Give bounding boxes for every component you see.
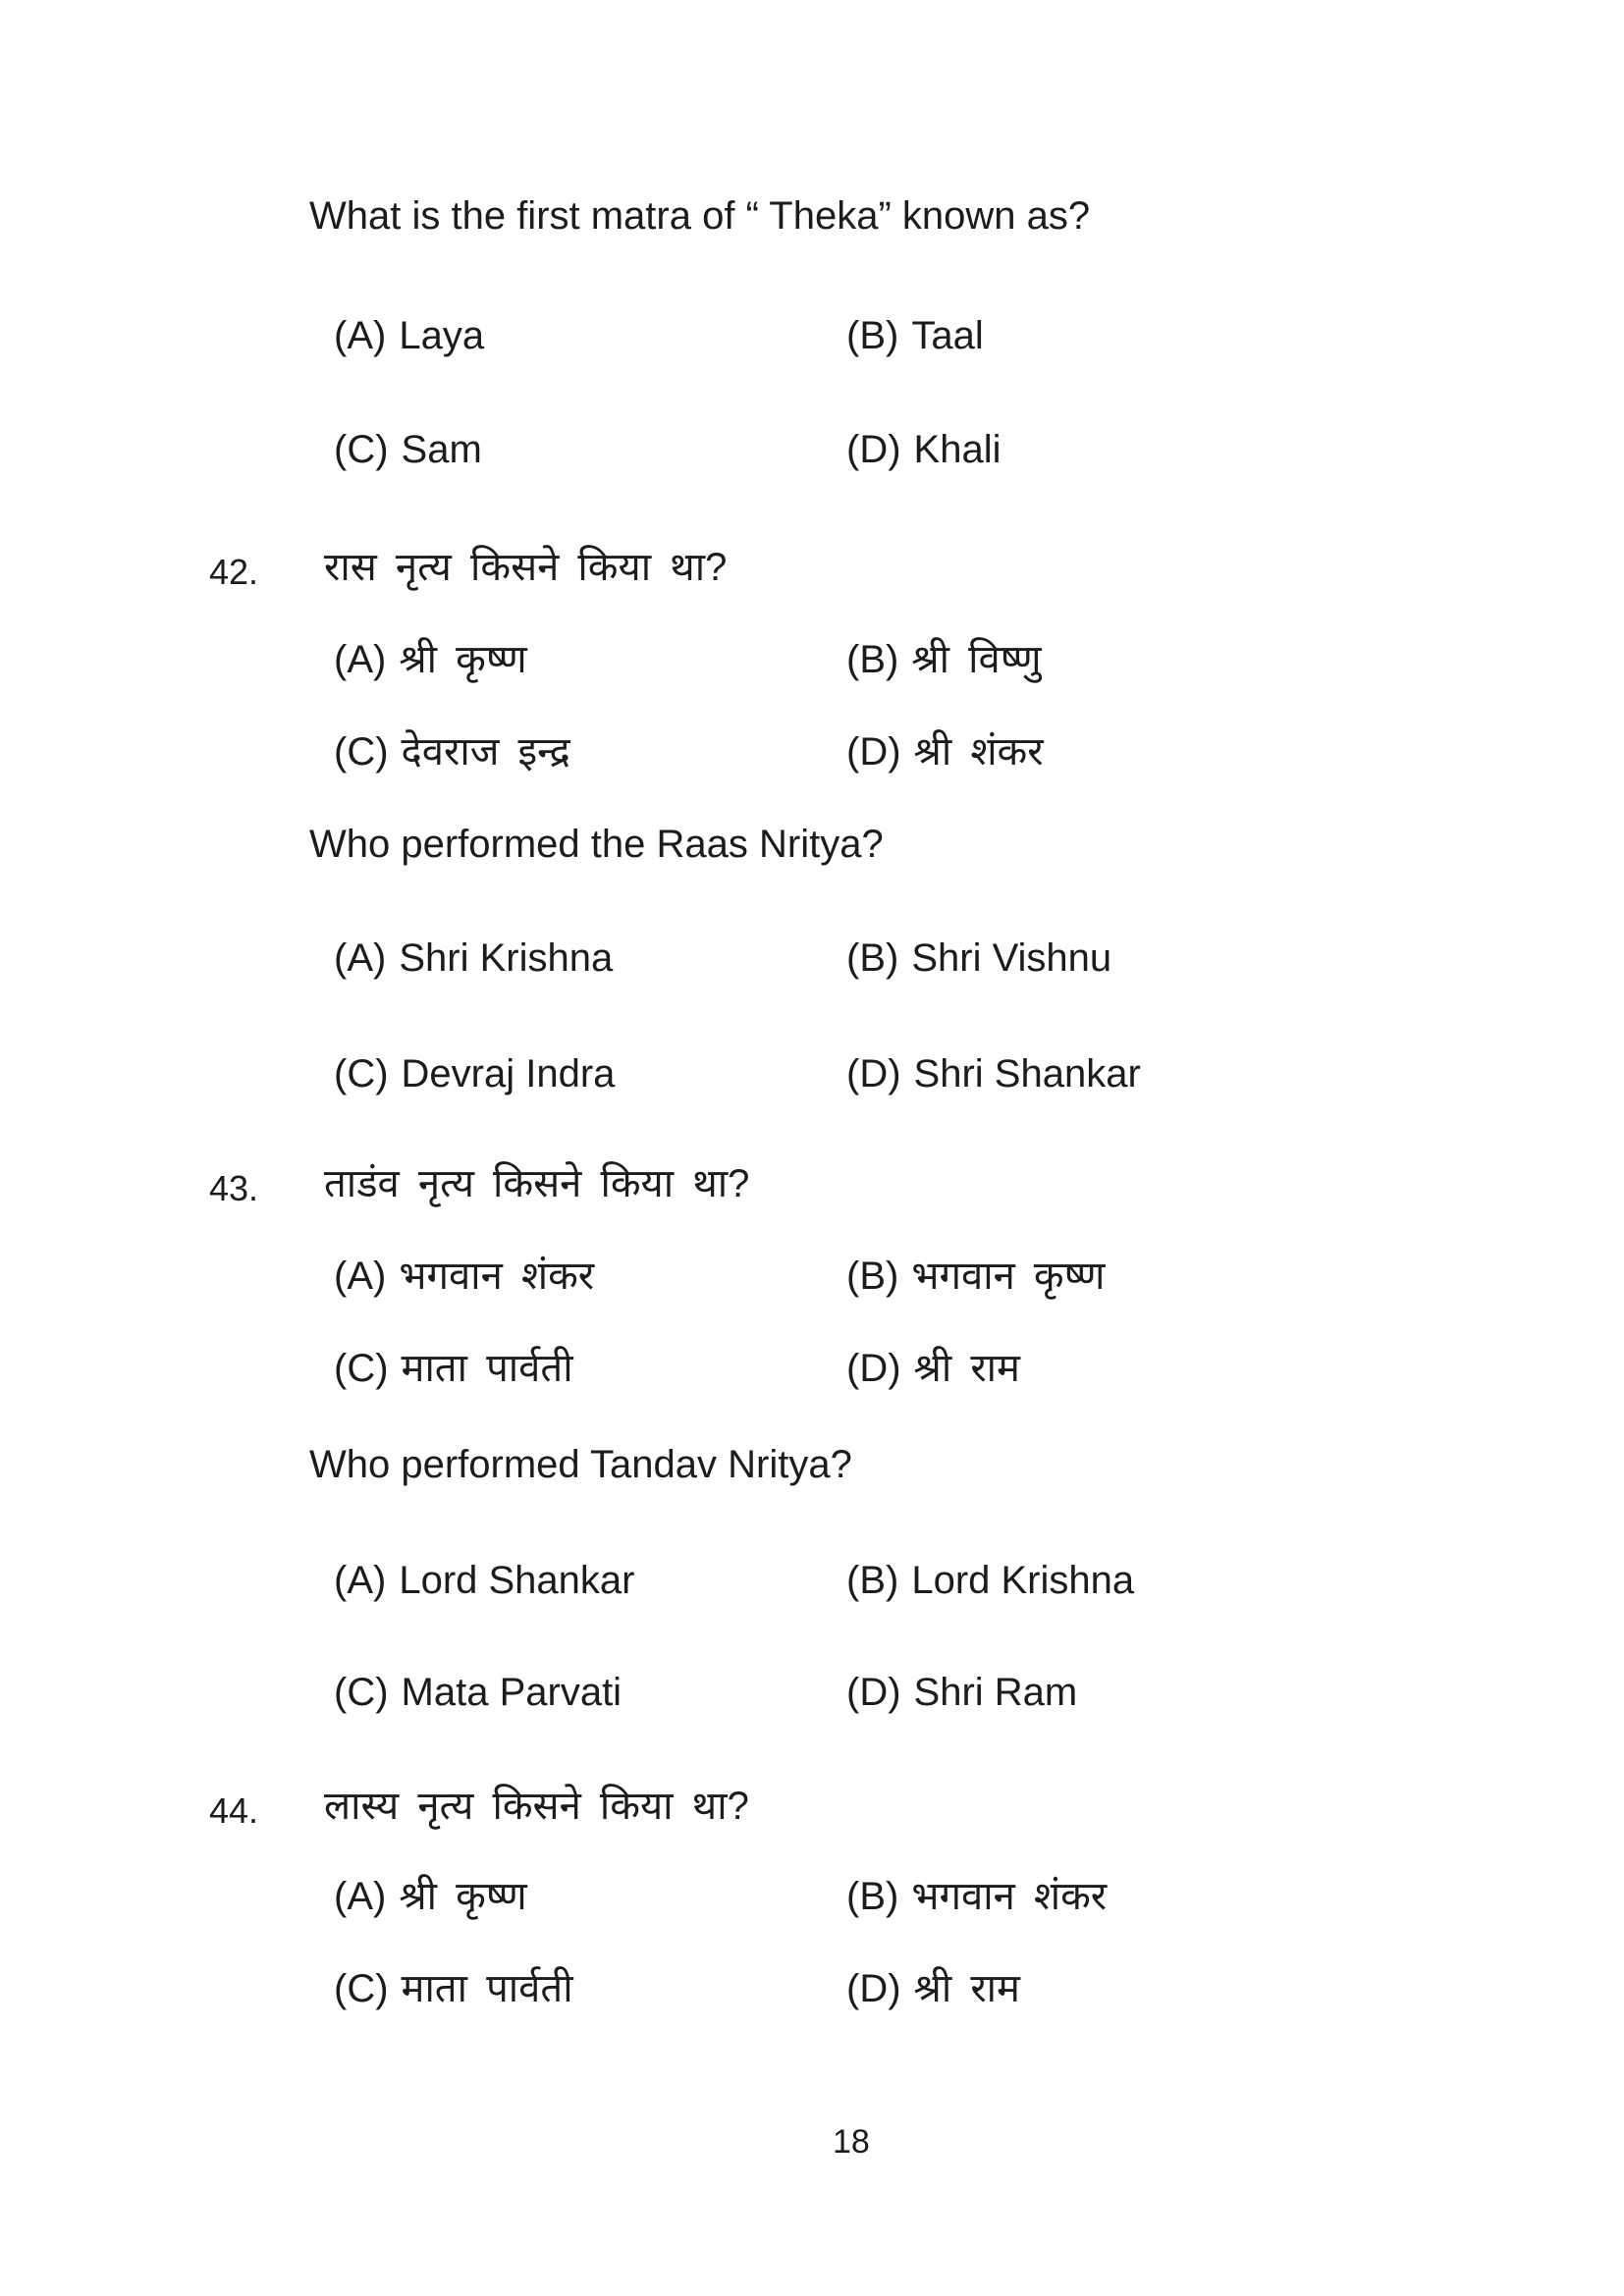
option-label: (D) — [846, 1967, 901, 2010]
option-text: Taal — [911, 314, 984, 357]
option-c — [334, 1669, 622, 1716]
option-d — [846, 728, 1044, 775]
option-text: Shri Ram — [913, 1671, 1078, 1714]
option-text: माता पार्वती — [401, 1967, 573, 2010]
option-label: (C) — [334, 730, 389, 774]
option-label: (C) — [334, 1671, 389, 1714]
option-label: (C) — [334, 428, 389, 471]
option-text: श्री राम — [913, 1347, 1020, 1390]
question-text-english: Who performed the Raas Nritya? — [309, 823, 884, 866]
option-text: भगवान कृष्ण — [911, 1255, 1106, 1298]
option-label: (A) — [334, 314, 387, 357]
option-a — [334, 1557, 634, 1604]
question-text-english: Who performed Tandav Nritya? — [309, 1443, 852, 1486]
option-text: श्री राम — [913, 1967, 1020, 2010]
question-number: 43. — [209, 1168, 259, 1208]
option-c — [334, 426, 482, 473]
option-label: (D) — [846, 1347, 901, 1390]
option-a — [334, 1253, 594, 1300]
option-text: Shri Shankar — [913, 1052, 1141, 1095]
question-text-hindi: लास्य नृत्य किसने किया था? — [324, 1785, 749, 1828]
option-label: (C) — [334, 1052, 389, 1095]
option-b — [846, 1873, 1107, 1920]
option-text: भगवान शंकर — [399, 1255, 595, 1298]
option-text: माता पार्वती — [401, 1347, 573, 1390]
option-text: Lord Krishna — [911, 1559, 1135, 1602]
option-b — [846, 1253, 1105, 1300]
option-text: देवराज इन्द्र — [401, 730, 570, 774]
option-label: (A) — [334, 1875, 387, 1918]
option-c — [334, 728, 570, 775]
option-label: (D) — [846, 428, 901, 471]
option-c — [334, 1965, 573, 2012]
option-label: (A) — [334, 936, 387, 980]
option-text: Shri Krishna — [399, 936, 614, 980]
option-text: Khali — [913, 428, 1001, 471]
option-text: भगवान शंकर — [911, 1875, 1108, 1918]
option-text: श्री कृष्ण — [399, 1875, 527, 1918]
option-label: (A) — [334, 638, 387, 681]
option-label: (D) — [846, 1052, 901, 1095]
option-label: (C) — [334, 1347, 389, 1390]
option-label: (A) — [334, 1255, 387, 1298]
option-d — [846, 1050, 1141, 1097]
option-text: Mata Parvati — [401, 1671, 623, 1714]
option-b — [846, 312, 984, 359]
option-label: (C) — [334, 1967, 389, 2010]
option-b — [846, 636, 1042, 683]
option-b — [846, 934, 1111, 982]
option-text: श्री कृष्ण — [399, 638, 527, 681]
option-a — [334, 636, 527, 683]
option-label: (B) — [846, 314, 899, 357]
option-text: Lord Shankar — [399, 1559, 635, 1602]
option-a — [334, 1873, 527, 1920]
option-c — [334, 1050, 615, 1097]
question-number: 44. — [209, 1790, 259, 1831]
option-b — [846, 1557, 1134, 1604]
option-a — [334, 934, 613, 982]
question-text-hindi: रास नृत्य किसने किया था? — [324, 546, 728, 589]
option-label: (B) — [846, 1559, 899, 1602]
option-label: (B) — [846, 638, 899, 681]
option-label: (B) — [846, 1255, 899, 1298]
option-label: (D) — [846, 1671, 901, 1714]
option-text: श्री शंकर — [913, 730, 1044, 774]
option-text: Sam — [401, 428, 482, 471]
option-text: Devraj Indra — [401, 1052, 616, 1095]
option-d — [846, 426, 1001, 473]
option-d — [846, 1345, 1020, 1392]
option-label: (D) — [846, 730, 901, 774]
question-text-hindi: ताडंव नृत्य किसने किया था? — [324, 1162, 750, 1205]
question-text-english: What is the first matra of “ Theka” known as? — [309, 194, 1091, 238]
option-label: (A) — [334, 1559, 387, 1602]
option-c — [334, 1345, 573, 1392]
option-text: Shri Vishnu — [911, 936, 1112, 980]
option-label: (B) — [846, 1875, 899, 1918]
option-a — [334, 312, 484, 359]
question-number: 42. — [209, 552, 259, 592]
option-label: (B) — [846, 936, 899, 980]
option-d — [846, 1669, 1077, 1716]
option-text: Laya — [399, 314, 485, 357]
option-d — [846, 1965, 1020, 2012]
option-text: श्री विष्णु — [911, 638, 1042, 681]
page-number: 18 — [833, 2123, 870, 2161]
